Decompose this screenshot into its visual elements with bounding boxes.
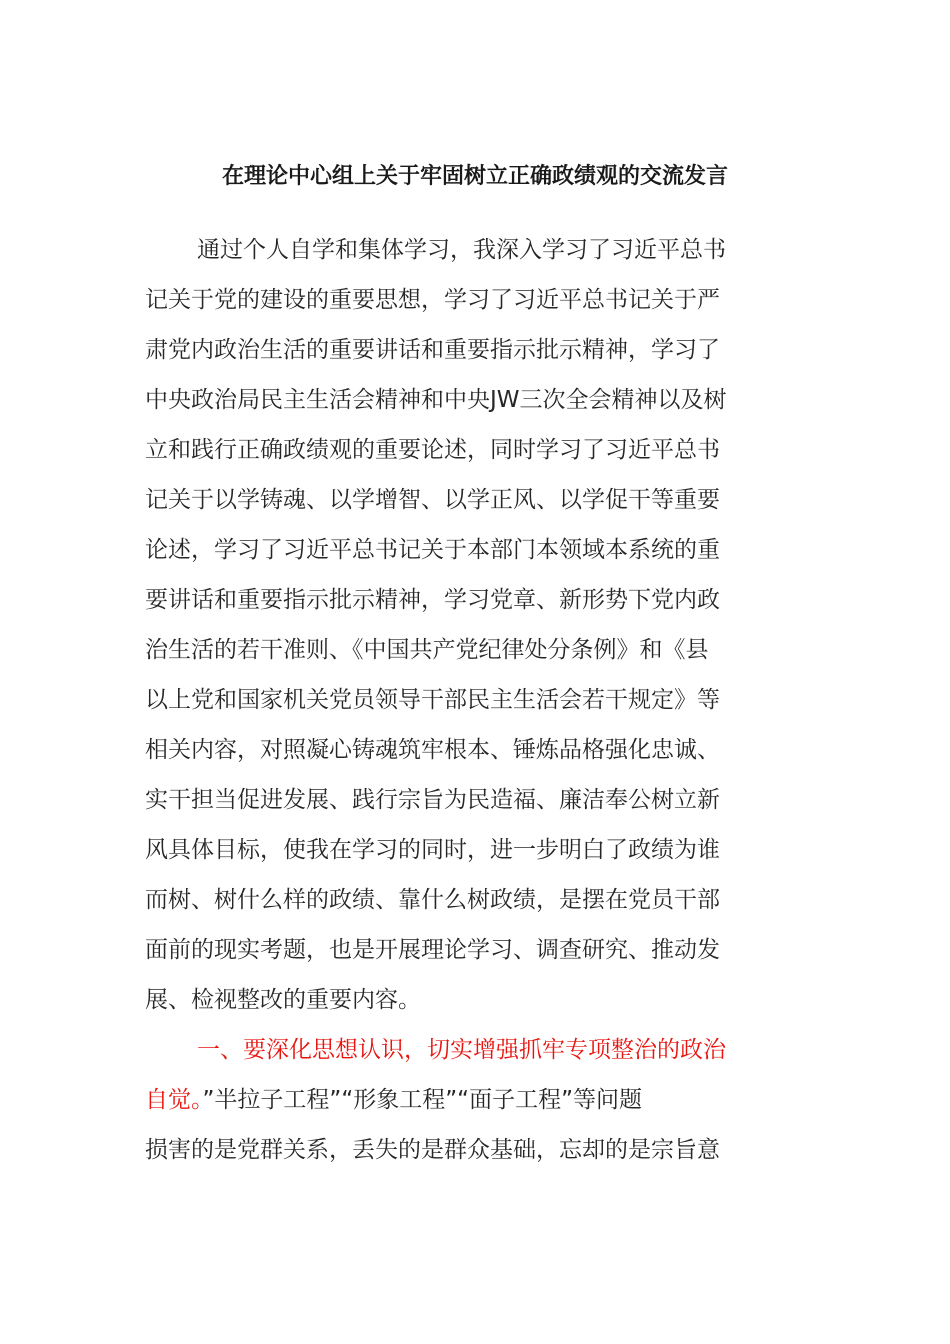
document-body [145, 225, 805, 1175]
section-text: ”半拉子工程”“形象工程”“面子工程”等问题 [202, 1087, 642, 1113]
document-title: 在理论中心组上关于牢固树立正确政绩观的交流发言 [221, 164, 728, 189]
paragraph-line: 立和践行正确政绩观的重要论述，同时学习了习近平总书 [145, 437, 720, 463]
paragraph-line: 风具体目标，使我在学习的同时，进一步明白了政绩为谁 [145, 837, 720, 863]
paragraph-line: 论述，学习了习近平总书记关于本部门本领域本系统的重 [145, 537, 720, 563]
paragraph-line: 中央政治局民主生活会精神和中央JW三次全会精神以及树 [145, 387, 727, 413]
section-heading-continuation [145, 1075, 805, 1125]
paragraph-line: 面前的现实考题，也是开展理论学习、调查研究、推动发 [145, 937, 720, 963]
paragraph-line: 相关内容，对照凝心铸魂筑牢根本、锤炼品格强化忠诚、 [145, 737, 720, 763]
paragraph-line: 肃党内政治生活的重要讲话和重要指示批示精神，学习了 [145, 337, 720, 363]
section-text-line: 损害的是党群关系，丢失的是群众基础，忘却的是宗旨意 [145, 1137, 720, 1163]
paragraph-line: 治生活的若干准则、《中国共产党纪律处分条例》和《县 [145, 637, 709, 663]
paragraph-line: 通过个人自学和集体学习，我深入学习了习近平总书 [197, 237, 726, 263]
section-heading-line: 一、要深化思想认识，切实增强抓牢专项整治的政治 [197, 1037, 726, 1063]
paragraph-line: 记关于以学铸魂、以学增智、以学正风、以学促干等重要 [145, 487, 720, 513]
paragraph-line: 实干担当促进发展、践行宗旨为民造福、廉洁奉公树立新 [145, 787, 720, 813]
paragraph-line: 要讲话和重要指示批示精神，学习党章、新形势下党内政 [145, 587, 720, 613]
paragraph-line: 而树、树什么样的政绩、靠什么树政绩，是摆在党员干部 [145, 887, 720, 913]
paragraph-line: 展、检视整改的重要内容。 [145, 987, 421, 1013]
paragraph-line: 以上党和国家机关党员领导干部民主生活会若干规定》等 [145, 687, 720, 713]
section-heading-tail: 自觉。 [145, 1087, 203, 1113]
paragraph-line: 记关于党的建设的重要思想，学习了习近平总书记关于严 [145, 287, 720, 313]
